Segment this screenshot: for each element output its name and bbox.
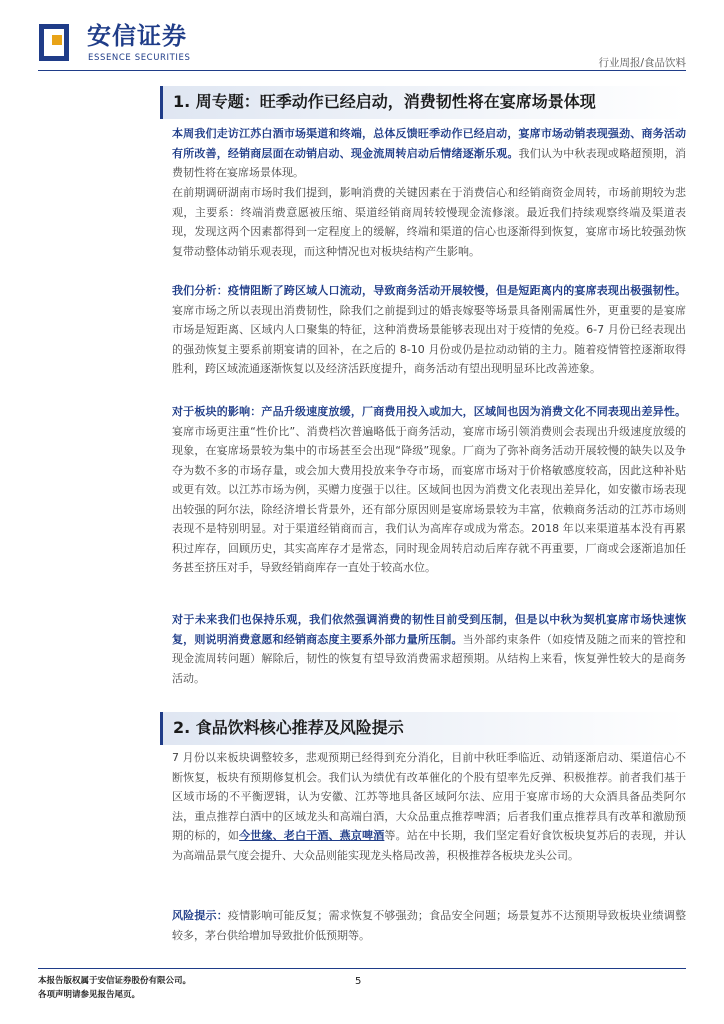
paragraph-1 — [172, 124, 686, 183]
paragraph-6 — [172, 748, 686, 865]
section-1-heading — [160, 86, 686, 119]
paragraph-2 — [172, 183, 686, 261]
paragraph-2-body: 在前期调研湖南市场时我们提到，影响消费的关键因素在于消费信心和经销商资金周转，市场前期较为悲观，主要系：终端消费意愿被压缩、渠道经销商周转较慢现金流修滚。最近我们持续观察终端及渠道表现，发现这两个因素都得到一定程度上的缓解，终端和渠道的信心也逐渐得到恢复，宴席市场比较强劲恢复带动整体动销乐观表现，而这种情况也对板块结构产生影响。 — [172, 186, 686, 258]
paragraph-5-lead: 对于未来我们也保持乐观，我们依然强调消费的韧性目前受到压制，但是以中秋为契机宴席市场快速恢复，则说明消费意愿和经销商态度主要系外部力量所压制。 — [172, 613, 686, 646]
brand-name: 安信证券 — [87, 22, 187, 50]
paragraph-4 — [172, 402, 686, 578]
section-1-title: 1. 周专题：旺季动作已经启动，消费韧性将在宴席场景体现 — [173, 92, 596, 111]
paragraph-1-lead: 本周我们走访江苏白酒市场渠道和终端，总体反馈旺季动作已经启动，宴席市场动销表现强劲、商务活动有所改善，经销商层面在动销启动、现金流周转启动后情绪逐渐乐观。 — [172, 127, 686, 160]
disclaimer-note: 各项声明请参见报告尾页。 — [38, 990, 141, 1000]
section-2-title: 2. 食品饮料核心推荐及风险提示 — [173, 718, 404, 737]
paragraph-5 — [172, 610, 686, 688]
paragraph-3-lead: 我们分析：疫情阻断了跨区域人口流动，导致商务活动开展较慢，但是短距离内的宴席表现出极强韧性。 — [172, 284, 686, 297]
copyright-note: 本报告版权属于安信证券股份有限公司。 — [38, 976, 192, 986]
risk-warning-label: 风险提示： — [172, 909, 228, 922]
paragraph-6-body-a: 7 月份以来板块调整较多，悲观预期已经得到充分消化，目前中秋旺季临近、动销逐渐启动、渠道信心不断恢复，板块有预期修复机会。我们认为绩优有改革催化的个股有望率先反弹、积极推荐。前者我们基于区域市场的不平衡逻辑，认为安徽、江苏等地具备区域阿尔法、应用于宴席市场的大众酒具备品类阿尔法，重点推荐白酒中的区域龙头和高端白酒，大众品重点推荐啤酒；后者我们重点推荐具有改革和激励预期的标的，如 — [172, 751, 686, 842]
document-type: 行业周报/食品饮料 — [598, 57, 686, 69]
brand-logo-icon — [39, 24, 69, 61]
footer-divider — [38, 968, 686, 969]
paragraph-1-body: 我们认为中秋表现或略超预期，消费韧性将在宴席场景体现。 — [172, 146, 687, 179]
paragraph-5-body: 当外部约束条件（如疫情及随之而来的管控和现金流周转问题）解除后，韧性的恢复有望导致消费需求超预期。从结构上来看，恢复弹性较大的是商务活动。 — [172, 632, 687, 685]
section-2-heading — [160, 712, 686, 745]
risk-warning — [172, 906, 686, 945]
header-divider — [38, 70, 686, 71]
recommended-stocks: 今世缘、老白干酒、燕京啤酒 — [239, 829, 385, 842]
page-number: 5 — [355, 976, 362, 987]
report-header — [0, 0, 724, 72]
paragraph-3 — [172, 281, 686, 379]
risk-warning-text: 疫情影响可能反复；需求恢复不够强劲；食品安全问题；场景复苏不达预期导致板块业绩调整较多，茅台供给增加导致批价低预期等。 — [172, 909, 686, 942]
paragraph-6-body-b: 等。站在中长期，我们坚定看好食饮板块复苏后的表现，并认为高端品景气度会提升、大众品则能实现龙头格局改善，积极推荐各板块龙头公司。 — [172, 829, 687, 862]
paragraph-4-lead: 对于板块的影响：产品升级速度放缓，厂商费用投入或加大，区域间也因为消费文化不同表现出差异性。 — [172, 405, 686, 418]
paragraph-3-body: 宴席市场之所以表现出消费韧性，除我们之前提到过的婚丧嫁娶等场景具备刚需属性外，更重要的是宴席市场是短距离、区域内人口聚集的特征，这种消费场景能够表现出对于疫情的免疫。6-7 月份已经表现出的强劲恢复主要系前期宴请的回补，在之后的 8-10 月份或仍是拉动动销的主力。随着疫情管控逐渐取得胜利，跨区域流通逐渐恢复以及经济活跃度提升，商务活动有望出现明显环比改善迹象。 — [172, 303, 686, 375]
brand-name-en: ESSENCE SECURITIES — [88, 53, 191, 63]
paragraph-4-body: 宴席市场更注重“性价比”、消费档次普遍略低于商务活动，宴席市场引领消费则会表现出升级速度放缓的现象，在宴席场景较为集中的市场甚至会出现“降级”现象。厂商为了弥补商务活动开展较慢的缺失以及争夺为数不多的市场存量，或会加大费用投放来争夺市场，而宴席市场对于价格敏感度较高，因此这种补贴或更有效。以江苏市场为例，买赠力度强于以往。区域间也因为消费文化表现出差异化，如安徽市场表现出较强的阿尔法，除经济增长背景外，还有部分原因则是宴席场景较为丰富，依赖商务活动的江苏市场则表现不是特别明显。对于渠道经销商而言，我们认为高库存或成为常态。2018 年以来渠道基本没有再累积过库存，回顾历史，其实高库存才是常态，同时现金周转启动后库存就不再重要，厂商或会逐渐追加任务甚至挤压对手，导致经销商库存一直处于较高水位。 — [172, 424, 686, 574]
